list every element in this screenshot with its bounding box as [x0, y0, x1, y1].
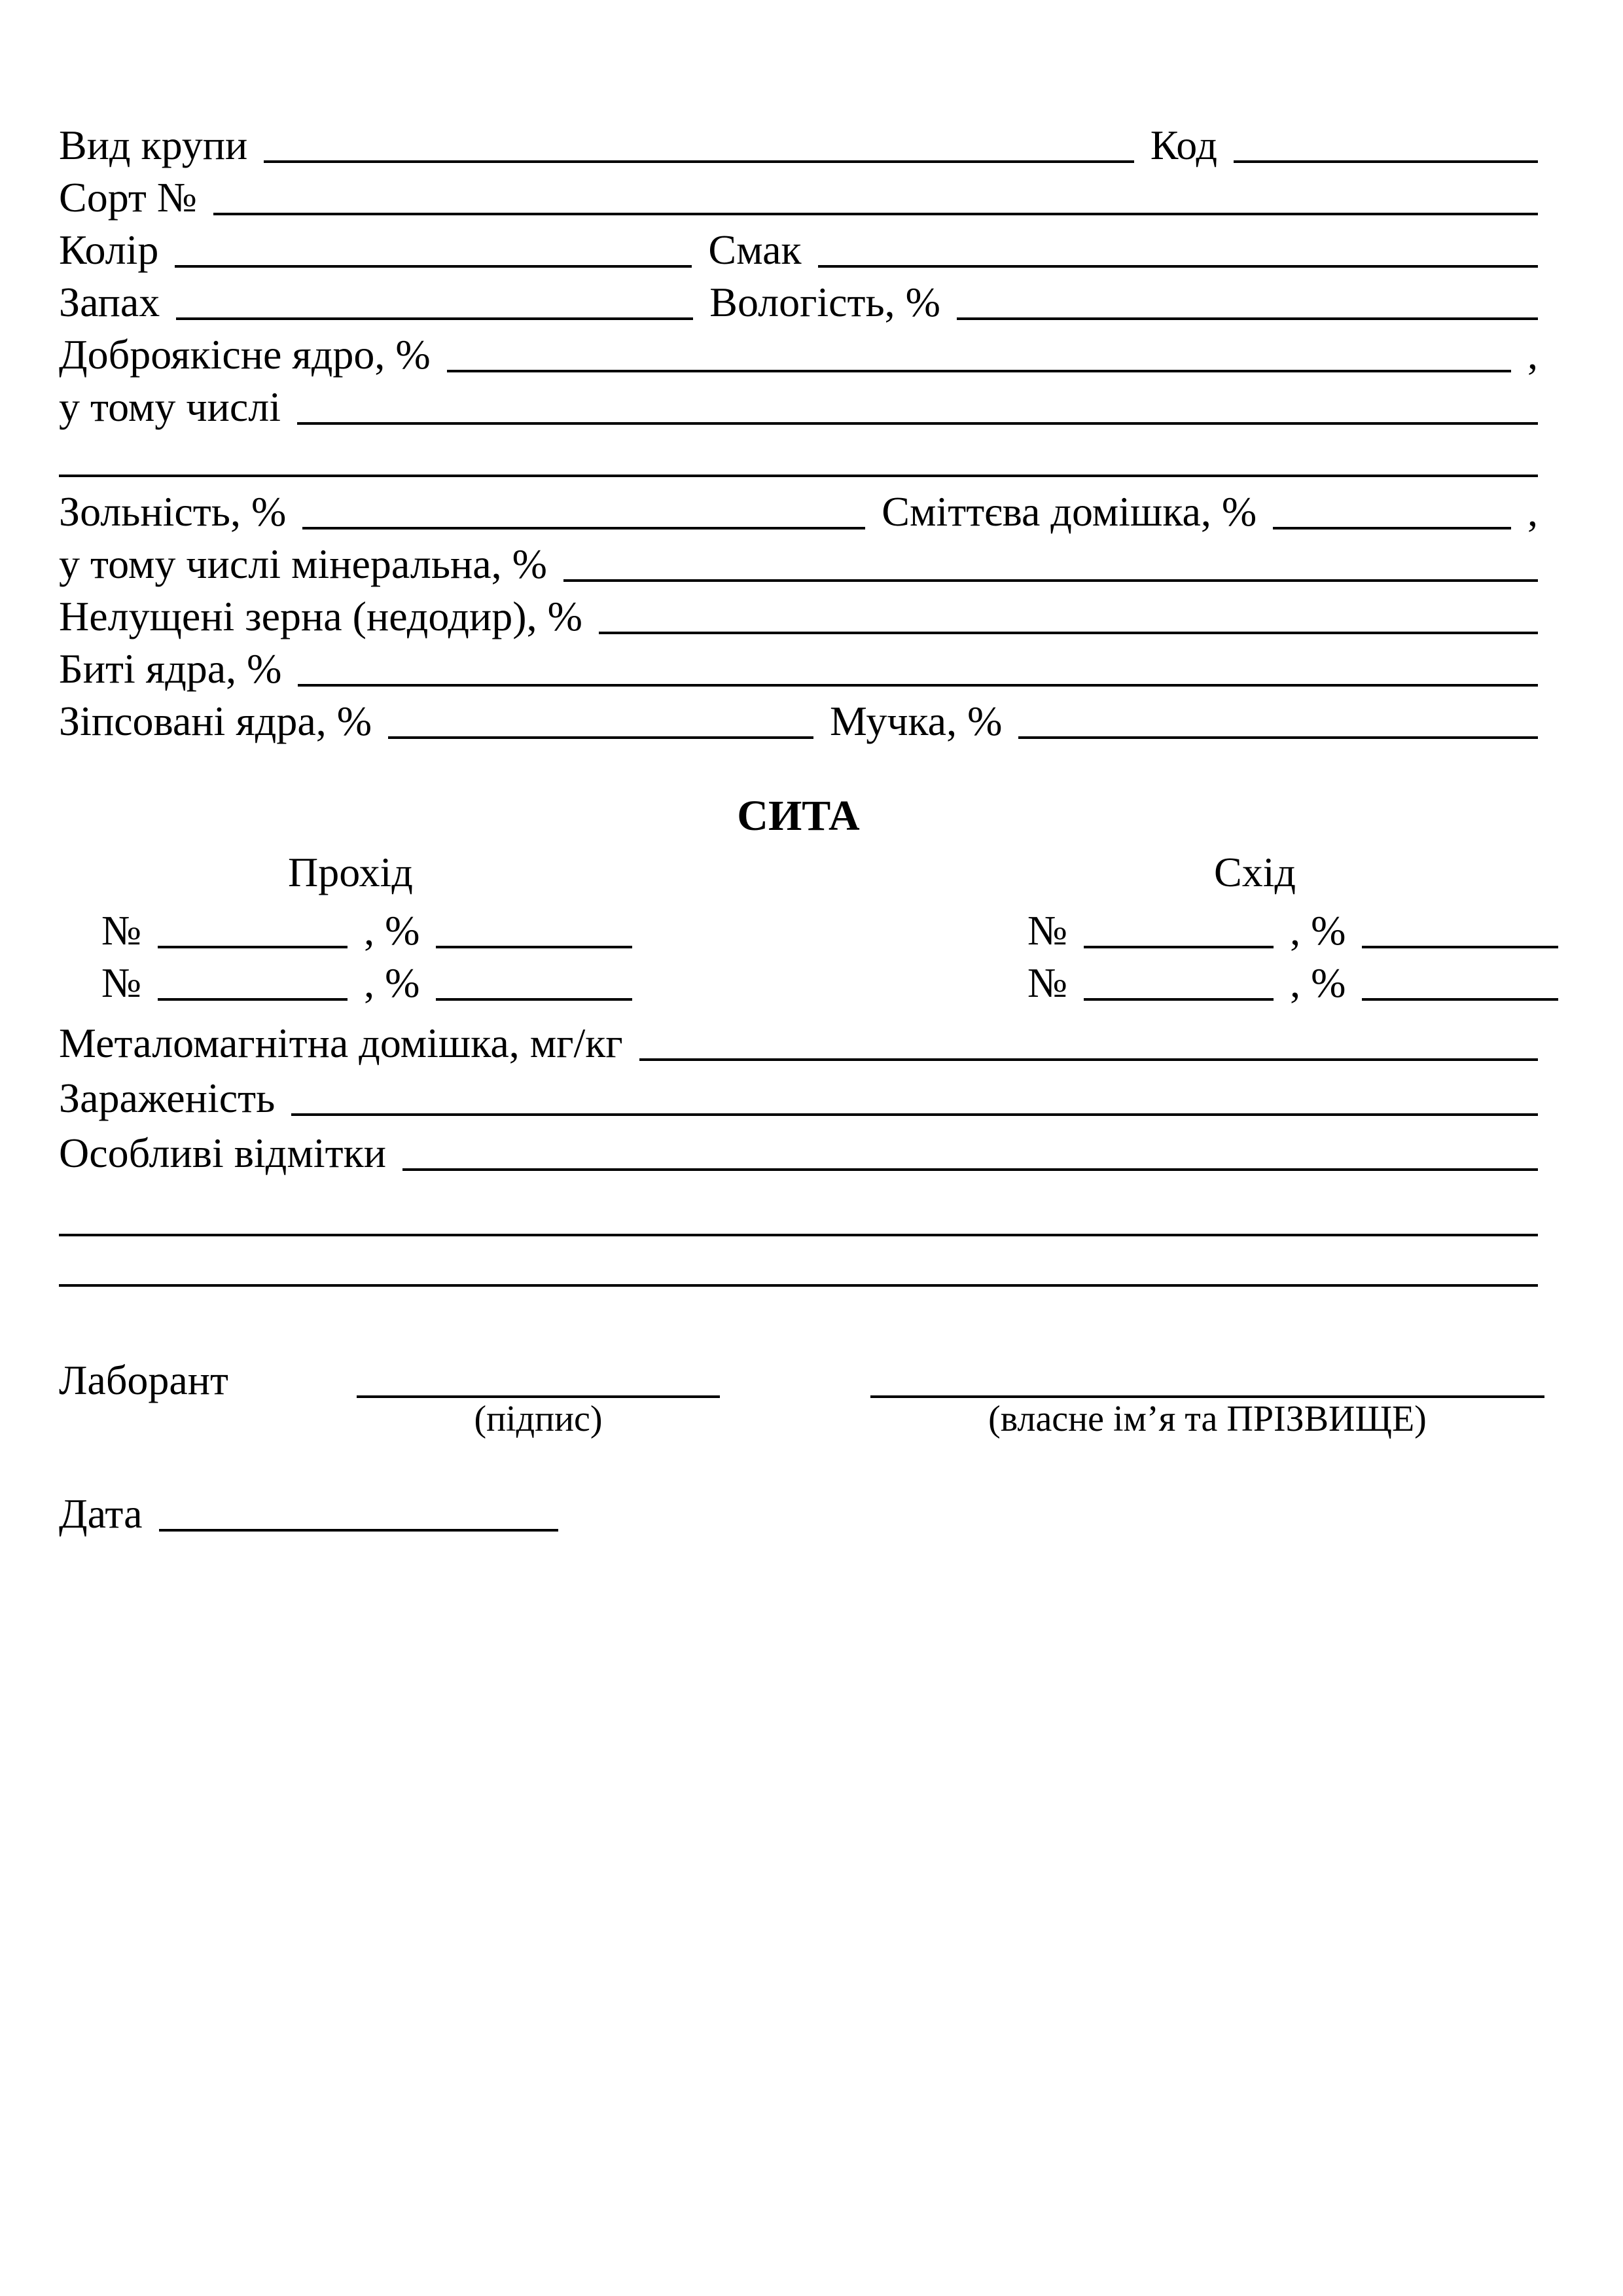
skhid-sieve-1	[1027, 900, 1558, 952]
prokhid-sieve-2	[101, 952, 632, 1005]
row-laborant-captions	[59, 1399, 1538, 1443]
sieve-row-1	[59, 897, 1538, 952]
sieve-no-label: №	[1027, 906, 1068, 954]
zapakh-label: Запах	[59, 278, 160, 325]
laborant-name-field	[870, 1395, 1544, 1398]
kod-field	[1234, 160, 1538, 163]
row-vyd-krupy	[59, 115, 1538, 167]
name-caption: (власне ім’я та ПРІЗВИЩЕ)	[988, 1399, 1427, 1440]
row-mineralna	[59, 533, 1538, 586]
signature-caption: (підпис)	[474, 1399, 603, 1440]
laborant-signature-field	[357, 1395, 720, 1398]
row-laborant	[59, 1291, 1538, 1402]
osoblyvi-label: Особливі відмітки	[59, 1129, 386, 1176]
dobroyakisne-label: Доброякісне ядро, %	[59, 331, 431, 378]
row-metalomahnitna	[59, 1005, 1538, 1065]
row-continuation	[59, 429, 1538, 481]
mineralna-field	[563, 579, 1538, 582]
mineralna-label: у тому числі мінеральна, %	[59, 540, 547, 587]
kod-label: Код	[1150, 121, 1217, 168]
prokhid-sieve-1	[101, 900, 632, 952]
sieve-percent-label: , %	[1290, 906, 1346, 954]
metalomahnitna-field	[639, 1058, 1538, 1061]
row-data	[59, 1443, 1538, 1535]
zipsovani-label: Зіпсовані ядра, %	[59, 697, 372, 744]
laborant-label: Лаборант	[59, 1356, 228, 1403]
row-zipsovani-muchka	[59, 691, 1538, 743]
skhid-sieve-1-no-field	[1084, 946, 1274, 948]
zapakh-field	[176, 317, 693, 320]
row-byti-yadra	[59, 638, 1538, 691]
volohist-field	[957, 317, 1538, 320]
prokhid-sieve-1-percent-field	[436, 946, 632, 948]
zolnist-field	[302, 527, 865, 529]
data-field	[159, 1529, 558, 1532]
sieve-percent-label: , %	[364, 959, 420, 1006]
skhid-sieve-2-percent-field	[1362, 998, 1558, 1001]
row-blank-line-1	[59, 1175, 1538, 1240]
skhid-header: Схід	[1214, 848, 1296, 895]
sieve-no-label: №	[101, 959, 142, 1006]
prokhid-sieve-2-percent-field	[436, 998, 632, 1001]
skhid-sieve-2	[1027, 952, 1558, 1005]
prokhid-sieve-1-no-field	[158, 946, 348, 948]
data-label: Дата	[59, 1490, 143, 1537]
sort-label: Сорт №	[59, 173, 197, 221]
row-zapakh-volohist	[59, 272, 1538, 324]
row-sort	[59, 167, 1538, 219]
sieve-no-label: №	[1027, 959, 1068, 1006]
sieve-percent-label: , %	[1290, 959, 1346, 1006]
u-tomu-chysli-field	[297, 422, 1538, 425]
kolir-field	[175, 265, 692, 268]
sieve-no-label: №	[101, 906, 142, 954]
nelushcheni-label: Нелущені зерна (недодир), %	[59, 592, 582, 639]
smak-field	[818, 265, 1538, 268]
zarazhenist-label: Зараженість	[59, 1074, 276, 1121]
zarazhenist-field	[291, 1113, 1538, 1116]
row-osoblyvi	[59, 1120, 1538, 1175]
smak-label: Смак	[708, 226, 802, 273]
sieve-row-2	[59, 952, 1538, 1005]
prokhid-sieve-2-no-field	[158, 998, 348, 1001]
kolir-label: Колір	[59, 226, 159, 273]
continuation-field	[59, 475, 1538, 477]
row-zarazhenist	[59, 1065, 1538, 1120]
blank-line-2-field	[59, 1284, 1538, 1287]
syta-column-headers	[59, 841, 1538, 897]
blank-line-1-field	[59, 1234, 1538, 1236]
byti-yadra-field	[298, 684, 1538, 687]
u-tomu-chysli-label: у тому числі	[59, 383, 281, 430]
prokhid-header: Прохід	[288, 848, 413, 895]
vyd-krupy-label: Вид крупи	[59, 121, 248, 168]
row-zolnist-smitteva	[59, 481, 1538, 533]
row-nelushcheni	[59, 586, 1538, 638]
smitteva-comma: ,	[1527, 488, 1538, 535]
dobroyakisne-field	[447, 370, 1511, 372]
dobroyakisne-comma: ,	[1527, 331, 1538, 378]
sieve-percent-label: , %	[364, 906, 420, 954]
skhid-sieve-1-percent-field	[1362, 946, 1558, 948]
sort-field	[213, 213, 1538, 215]
muchka-label: Мучка, %	[830, 697, 1003, 744]
smitteva-field	[1273, 527, 1511, 529]
row-kolir-smak	[59, 219, 1538, 272]
nelushcheni-field	[599, 632, 1538, 634]
row-dobroyakisne	[59, 324, 1538, 376]
volohist-label: Вологість, %	[709, 278, 940, 325]
muchka-field	[1018, 736, 1538, 739]
byti-yadra-label: Биті ядра, %	[59, 645, 282, 692]
row-u-tomu-chysli	[59, 376, 1538, 429]
syta-heading: СИТА	[737, 792, 860, 840]
smitteva-label: Сміттєва домішка, %	[882, 488, 1257, 535]
zipsovani-field	[388, 736, 813, 739]
vyd-krupy-field	[264, 160, 1134, 163]
osoblyvi-field	[402, 1168, 1538, 1171]
zolnist-label: Зольність, %	[59, 488, 287, 535]
metalomahnitna-label: Металомагнітна домішка, мг/кг	[59, 1019, 623, 1066]
row-blank-line-2	[59, 1240, 1538, 1291]
skhid-sieve-2-no-field	[1084, 998, 1274, 1001]
